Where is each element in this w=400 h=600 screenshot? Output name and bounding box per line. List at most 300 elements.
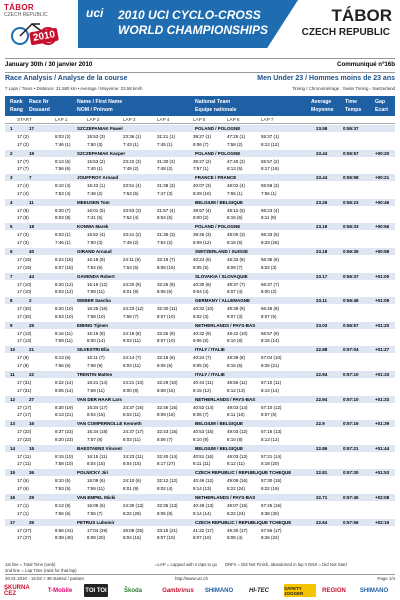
lap-cell: 31:36 (3) xyxy=(157,232,176,238)
lap-cell: 39:57 (4) xyxy=(193,207,212,213)
lap-cell: 32:29 (10) xyxy=(157,380,178,385)
sponsor-logo: TOI TOI xyxy=(84,584,108,597)
rider-summary xyxy=(5,346,395,353)
lap-cell: 7:46 (1) xyxy=(55,141,71,147)
lap-cell: 32:43 (15) xyxy=(157,429,178,435)
lap-cell: 8:00 (2) xyxy=(261,289,277,295)
col-lap: LAP 2 xyxy=(87,117,100,122)
lap-cell: 48:39 (8) xyxy=(227,355,246,361)
col-lap: LAP 7 xyxy=(261,117,274,122)
rider-row xyxy=(5,371,395,398)
lap-cell: 8:00 (14) xyxy=(87,338,106,344)
lap-cell: 24:37 (16) xyxy=(123,404,144,410)
lap-cell: 8:20 (7) xyxy=(55,207,71,213)
rider-name: TRENTIN Matteo xyxy=(77,372,113,377)
rider-summary xyxy=(5,273,395,280)
lap-cell: 7:41 (5) xyxy=(87,215,103,221)
total-time-row xyxy=(5,158,395,165)
rider-nation: ITALY / ITALIE xyxy=(195,372,225,377)
lap-cell: 32:40 (14) xyxy=(157,453,178,459)
lap-cell: 57:45 (16) xyxy=(261,503,282,508)
start-cell: 17 (3) xyxy=(17,232,29,238)
sponsor-logo: SAFETY JOGGER xyxy=(284,584,316,597)
lap-cell: 24:23 (12) xyxy=(123,306,144,312)
legend-line1: 1st line = Total Time (rank) xyxy=(5,562,56,567)
lap-cell: 16:01 (5) xyxy=(87,207,106,213)
race-category: Men Under 23 / Hommes moins de 23 ans xyxy=(257,75,395,82)
col-race-nr: Race Nr xyxy=(29,99,49,105)
lap-time-row xyxy=(5,190,395,197)
lap-cell: 57:56 (17) xyxy=(261,527,282,533)
start-cell: 17 (6) xyxy=(17,485,29,491)
rider-row xyxy=(5,519,395,546)
lap-cell: 57:10 (11) xyxy=(261,380,282,385)
rider-time: 0:57:45 xyxy=(343,495,359,500)
lap-cell: 32:12 (12) xyxy=(157,478,178,484)
rider-nation: NETHERLANDS / PAYS-BAS xyxy=(195,322,256,328)
lap-cell: 8:04 (15) xyxy=(87,412,106,418)
lap-time-row xyxy=(5,411,395,418)
lap-time-row xyxy=(5,288,395,295)
host-city: TÁBOR xyxy=(331,6,392,25)
rider-summary xyxy=(5,125,395,132)
col-lap: LAP 4 xyxy=(157,117,170,122)
rider-bib: 27 xyxy=(29,396,35,402)
lap-cell: 8:07 (5) xyxy=(261,412,277,418)
lap-cell: 8:15 (6) xyxy=(227,215,243,221)
lap-cell: 8:22 (19) xyxy=(261,485,280,491)
start-cell: 17 (6) xyxy=(17,478,29,484)
rider-time: 0:57:30 xyxy=(343,470,359,476)
lap-cell: 8:22 (24) xyxy=(227,485,246,491)
lap-cell: 16:09 (6) xyxy=(87,478,106,484)
rider-average: 23.58 xyxy=(316,126,328,131)
lap-cell: 32:26 (9) xyxy=(157,281,176,287)
lap-cell: 25:08 (25) xyxy=(123,527,144,533)
lap-cell: 17:04 (29) xyxy=(87,527,108,533)
lap-cell: 8:03 (10) xyxy=(55,313,74,319)
rider-name: SZCZEPANIAK Kacper xyxy=(77,150,126,156)
lap-cell: 8:01 (9) xyxy=(123,485,139,491)
rider-name: VAN EMPEL Micki xyxy=(77,495,116,500)
rider-rank: 13 xyxy=(10,421,16,427)
sponsor-logo: Škoda xyxy=(123,587,142,594)
rider-nation: ITALY / ITALIE xyxy=(195,347,225,353)
lap-cell: 8:07 (10) xyxy=(193,535,212,541)
lap-cell: 8:11 (11) xyxy=(193,461,211,467)
start-cell: 17 (1) xyxy=(17,510,29,516)
rider-rank: 7 xyxy=(10,273,13,279)
lap-cell: 40:07 (3) xyxy=(193,183,212,189)
rider-gap: +01:39 xyxy=(375,421,390,427)
lap-cell: 8:15 (10) xyxy=(55,453,74,459)
rider-time: 0:56:57 xyxy=(343,322,359,328)
rider-gap: +02:08 xyxy=(375,495,390,500)
rider-rank: 3 xyxy=(10,175,13,181)
lap-cell: 8:02 (3) xyxy=(261,264,277,270)
lap-cell: 15:53 (2) xyxy=(87,158,106,164)
lap-time-row xyxy=(5,239,395,246)
rider-rank: 4 xyxy=(10,199,13,205)
lap-cell: 8:04 (4) xyxy=(193,289,209,295)
lap-cell: 7:58 (7) xyxy=(123,313,139,319)
rider-average: 23.18 xyxy=(316,249,328,254)
total-time-row xyxy=(5,133,395,140)
rider-nation: NETHERLANDS / PAYS-BAS xyxy=(195,495,256,500)
footer-url[interactable]: http://www.uci.ch xyxy=(175,576,208,581)
rider-name: GAVENDA Robert xyxy=(77,273,115,279)
lap-cell: 8:03 (2) xyxy=(55,134,71,139)
lap-cell: 40:24 (6) xyxy=(193,257,212,262)
col-rang: Rang xyxy=(10,107,23,113)
rider-name: SILVESTRI Elia xyxy=(77,347,110,353)
lap-time-row xyxy=(5,485,395,492)
rider-average: 23.44 xyxy=(316,175,328,181)
lap-cell: 8:03 (11) xyxy=(123,362,141,368)
lap-cell: 8:25 (21) xyxy=(261,362,280,368)
lap-cell: 32:46 (16) xyxy=(157,404,178,410)
lap-cell: 8:11 (10) xyxy=(227,412,245,418)
rider-time: 0:55:57 xyxy=(343,150,359,156)
rider-row xyxy=(5,322,395,349)
total-time-row xyxy=(5,256,395,263)
lap-cell: 24:19 (8) xyxy=(123,330,142,336)
lap-cell: 7:49 (2) xyxy=(123,239,139,245)
rider-rank: 2 xyxy=(10,150,13,156)
rider-summary xyxy=(5,469,395,476)
start-cell: 17 (22) xyxy=(17,436,32,442)
lap-cell: 8:07 (4) xyxy=(227,289,243,295)
lap-cell: 7:50 (3) xyxy=(87,141,103,147)
rider-name: PETRUS Lubomir xyxy=(77,519,115,525)
start-cell: 17 (27) xyxy=(17,535,32,541)
total-time-row xyxy=(5,231,395,238)
total-time-row xyxy=(5,330,395,337)
event-logo-country: CZECH REPUBLIC xyxy=(4,12,48,18)
rider-bib: 29 xyxy=(29,495,35,500)
lap-cell: 8:13 (21) xyxy=(55,412,74,418)
rider-bib: 21 xyxy=(29,347,35,353)
lap-cell: 40:32 (9) xyxy=(193,330,212,336)
rider-row xyxy=(5,297,395,324)
legend-lapped: =LAP = Lapped with n laps to go xyxy=(155,562,218,567)
start-cell: 17 (3) xyxy=(17,239,29,245)
lap-cell: 8:04 (15) xyxy=(87,461,106,467)
lap-cell: 16:34 (17) xyxy=(87,404,108,410)
lap-cell: 7:57 (1) xyxy=(193,166,209,172)
lap-cell: 8:10 (8) xyxy=(227,338,243,344)
col-rank: Rank xyxy=(10,99,23,105)
start-cell: 17 (7) xyxy=(17,158,29,164)
total-time-row xyxy=(5,379,395,386)
lap-cell: 32:35 (13) xyxy=(157,503,178,508)
start-cell: 17 (32) xyxy=(17,306,32,312)
lap-cell: 7:50 (3) xyxy=(87,239,103,245)
rider-bib: 7 xyxy=(29,175,32,181)
lap-cell: 24:11 (6) xyxy=(123,257,141,262)
rider-row xyxy=(5,248,395,275)
lap-cell: 49:03 (12) xyxy=(227,429,248,435)
lap-cell: 8:22 (29) xyxy=(123,510,142,516)
rider-time: 0:57:04 xyxy=(343,347,359,353)
rider-time: 0:56:33 xyxy=(343,224,359,230)
divider xyxy=(5,58,395,59)
rider-summary xyxy=(5,371,395,378)
rider-average: 22.98 xyxy=(316,347,328,353)
page-header xyxy=(0,0,400,56)
rider-name: VAN COMPERNOLLE Kenneth xyxy=(77,421,142,427)
rider-gap: +01:33 xyxy=(375,372,390,377)
lap-cell: 7:58 (10) xyxy=(87,313,106,319)
lap-cell: 8:18 (20) xyxy=(261,461,280,467)
rider-bib: 36 xyxy=(29,470,35,476)
lap-cell: 33:15 (21) xyxy=(157,527,178,533)
total-time-row xyxy=(5,453,395,460)
lap-cell: 49:03 (13) xyxy=(227,453,248,459)
lap-cell: 8:17 (16) xyxy=(261,166,280,172)
meta-row xyxy=(5,61,395,71)
rider-name: WEBER Sascha xyxy=(77,298,111,304)
lap-cell: 40:49 (13) xyxy=(193,503,214,508)
lap-cell: 8:02 (3) xyxy=(193,313,209,319)
lap-cell: 16:15 (11) xyxy=(87,453,108,459)
lap-cell: 48:42 (10) xyxy=(227,330,248,336)
rider-nation: NETHERLANDS / PAYS-BAS xyxy=(195,396,256,402)
lap-cell: 40:32 (10) xyxy=(193,306,214,312)
rider-nation: POLAND / POLOGNE xyxy=(195,150,241,156)
rider-gap: +01:00 xyxy=(375,273,390,279)
lap-cell: 8:09 (16) xyxy=(157,412,176,418)
start-cell: 17 (17) xyxy=(17,412,32,418)
footer xyxy=(5,574,395,582)
lap-cell: 49:08 (16) xyxy=(227,478,248,484)
lap-cell: 8:20 (23) xyxy=(55,436,74,442)
lap-cell: 8:17 (27) xyxy=(157,461,176,467)
sponsor-logo: HI-TEC xyxy=(249,587,269,594)
lap-cell: 49:30 (17) xyxy=(227,527,248,533)
start-cell: 17 (11) xyxy=(17,453,31,459)
lap-cell: 47:40 (2) xyxy=(227,158,246,164)
lap-cell: 48:02 (4) xyxy=(227,183,246,189)
rider-summary xyxy=(5,150,395,157)
lap-cell: 49:03 (14) xyxy=(227,404,248,410)
lap-cell: 8:20 (10) xyxy=(55,306,74,312)
rider-rank: 9 xyxy=(10,322,13,328)
lap-time-row xyxy=(5,534,395,541)
lap-cell: 7:56 (6) xyxy=(55,510,71,516)
total-time-row xyxy=(5,354,395,361)
rider-bib: 17 xyxy=(29,126,35,131)
rider-row xyxy=(5,494,395,521)
rider-gap: +02:19 xyxy=(375,519,390,525)
col-temps: Temps xyxy=(345,107,362,113)
lap-cell: 16:21 (14) xyxy=(87,380,108,385)
rider-bib: 25 xyxy=(29,322,35,328)
host-country: CZECH REPUBLIC xyxy=(301,27,390,38)
rider-rank: 16 xyxy=(10,495,16,500)
lap-cell: 7:55 (1) xyxy=(227,190,243,196)
rider-summary xyxy=(5,297,395,304)
lap-cell: 23:36 (1) xyxy=(123,134,142,139)
lap-cell: 8:00 (8) xyxy=(123,387,139,393)
lap-cell: 8:13 (6) xyxy=(55,158,71,164)
lap-cell: 39:27 (2) xyxy=(193,158,212,164)
col-lap: LAP 6 xyxy=(227,117,240,122)
footer-timestamp: 30.01.2010 - 15:03 > 38 started / partant xyxy=(5,576,84,581)
lap-cell: 8:38 (30) xyxy=(261,510,280,516)
start-cell: 17 (15) xyxy=(17,257,32,262)
col-ecart: Ecart xyxy=(375,107,388,113)
lap-cell: 8:13 (12) xyxy=(261,436,280,442)
lap-cell: 7:58 (2) xyxy=(227,141,243,147)
lap-cell: 8:03 (11) xyxy=(123,436,141,442)
col-dossard: Dossard xyxy=(29,107,50,113)
col-equipe: Equipe nationale xyxy=(195,107,237,113)
rider-bib: 44 xyxy=(29,273,35,279)
rider-gap: +01:09 xyxy=(375,298,390,304)
rider-row xyxy=(5,420,395,447)
lap-cell: 8:05 (14) xyxy=(55,387,74,393)
total-time-row xyxy=(5,404,395,411)
rider-row xyxy=(5,199,395,226)
rider-gap: +00:21 xyxy=(375,175,390,181)
rider-time: 0:56:23 xyxy=(343,199,359,205)
rider-row xyxy=(5,445,395,472)
rider-nation: CZECH REPUBLIC / REPUBLIQUE TCHEQUE xyxy=(195,470,292,476)
lap-cell: 7:59 (11) xyxy=(87,289,105,295)
rider-summary xyxy=(5,322,395,329)
lap-cell: 24:10 (6) xyxy=(123,478,142,484)
rider-average: 23.19 xyxy=(316,224,328,230)
lap-cell: 8:12 (11) xyxy=(227,461,245,467)
lap-cell: 24:37 (17) xyxy=(123,429,144,435)
lap-cell: 7:54 (2) xyxy=(157,239,173,245)
lap-cell: 8:14 (13) xyxy=(193,485,212,491)
lap-cell: 56:33 (5) xyxy=(261,232,280,238)
event-logo-year: 2010 xyxy=(29,28,59,46)
rider-summary xyxy=(5,199,395,206)
lap-time-row xyxy=(5,510,395,517)
race-distance-info: 7 Laps / Tours • Distance: 21.580 km • Average / Moyenne: 23.58 km/h xyxy=(5,86,143,91)
lap-cell: 8:08 (15) xyxy=(157,387,176,393)
rider-average: 23.17 xyxy=(316,273,328,279)
rider-row xyxy=(5,273,395,300)
col-gap: Gap xyxy=(375,99,386,105)
lap-time-row xyxy=(5,337,395,344)
start-cell: 17 (2) xyxy=(17,141,29,147)
lap-cell: 8:10 (8) xyxy=(227,436,243,442)
total-time-row xyxy=(5,502,395,509)
lap-cell: 7:49 (2) xyxy=(123,166,139,172)
lap-cell: 8:04 (15) xyxy=(123,461,142,467)
rider-average: 22.94 xyxy=(316,396,328,402)
lap-cell: 39:27 (1) xyxy=(193,134,212,139)
lap-cell: 41:22 (17) xyxy=(193,527,214,533)
lap-cell: 24:21 (10) xyxy=(123,380,144,385)
start-cell: 17 (8) xyxy=(17,362,29,368)
rider-rank: 10 xyxy=(10,347,16,353)
lap-cell: 40:44 (11) xyxy=(193,380,214,385)
lap-cell: 7:46 (1) xyxy=(55,239,71,245)
total-time-row xyxy=(5,477,395,484)
lap-cell: 8:06 (6) xyxy=(157,289,173,295)
total-time-row xyxy=(5,305,395,312)
sponsor-logo: SKURNA ČEZ xyxy=(4,584,30,597)
start-cell: 17 (13) xyxy=(17,330,32,336)
rider-average: 22.86 xyxy=(316,445,328,451)
lap-cell: 8:09 (12) xyxy=(193,239,212,245)
rider-bib: 40 xyxy=(29,249,35,254)
lap-cell: 8:07 (15) xyxy=(55,264,74,270)
lap-cell: 7:53 (5) xyxy=(123,190,139,196)
lap-cell: 15:43 (1) xyxy=(87,183,106,189)
lap-cell: 23:51 (4) xyxy=(123,183,142,189)
lap-cell: 56:37 (7) xyxy=(261,281,280,287)
start-cell: 17 (1) xyxy=(17,503,29,508)
lap-cell: 40:51 (16) xyxy=(193,453,214,459)
rider-gap: +00:56 xyxy=(375,224,390,230)
lap-cell: 7:53 (4) xyxy=(55,190,71,196)
lap-cell: 57:21 (14) xyxy=(261,453,282,459)
start-cell: 17 (8) xyxy=(17,207,29,213)
lap-cell: 8:15 (6) xyxy=(227,239,243,245)
lap-cell: 8:22 (14) xyxy=(55,380,74,385)
lap-cell: 7:43 (1) xyxy=(123,141,139,147)
rider-bib: 22 xyxy=(29,372,35,377)
lap-cell: 8:03 (12) xyxy=(55,289,74,295)
rider-name: JOUFFROY Arnaud xyxy=(77,175,119,181)
lap-cell: 8:05 (5) xyxy=(193,362,209,368)
start-cell: 17 (4) xyxy=(17,190,29,196)
rider-summary xyxy=(5,494,395,501)
start-cell: 17 (11) xyxy=(17,461,31,467)
lap-cell: 57:16 (13) xyxy=(261,429,282,435)
start-cell: 17 (13) xyxy=(17,338,32,344)
championship-title-line2: WORLD CHAMPIONSHIPS xyxy=(118,23,268,37)
lap-time-row xyxy=(5,436,395,443)
lap-cell: 7:48 (2) xyxy=(157,166,173,172)
rider-name: POLNICKY Jiri xyxy=(77,470,109,476)
rider-row xyxy=(5,469,395,496)
rider-row xyxy=(5,396,395,423)
rider-name: GIRAND Arnaud xyxy=(77,249,112,254)
sponsor-strip xyxy=(0,582,400,600)
communique-number: Communiqué nº16b xyxy=(337,61,395,68)
start-cell: 17 (4) xyxy=(17,183,29,189)
lap-cell: 48:33 (6) xyxy=(227,257,246,262)
rider-name: VAN DER HAAR Lars xyxy=(77,396,122,402)
lap-cell: 8:10 (6) xyxy=(55,478,71,484)
lap-cell: 8:12 (13) xyxy=(227,387,246,393)
rider-time: 0:57:16 xyxy=(343,421,359,427)
rider-average: 23.03 xyxy=(316,322,328,328)
rider-rank: 8 xyxy=(10,298,13,304)
lap-cell: 8:07 (10) xyxy=(157,313,176,319)
lap-cell: 8:03 (1) xyxy=(55,232,71,238)
rider-average: 23.11 xyxy=(316,298,328,304)
lap-time-row xyxy=(5,387,395,394)
lap-cell: 8:07 (3) xyxy=(227,313,243,319)
rider-gap: +01:20 xyxy=(375,322,390,328)
lap-cell: 8:02 (4) xyxy=(157,485,173,491)
lap-time-row xyxy=(5,460,395,467)
col-average: Average xyxy=(311,99,332,105)
lap-cell: 40:46 (12) xyxy=(193,478,214,484)
total-time-row xyxy=(5,182,395,189)
lap-cell: 32:30 (11) xyxy=(157,306,178,312)
lap-cell: 15:52 (4) xyxy=(87,232,106,238)
lap-cell: 8:56 (41) xyxy=(55,527,74,533)
